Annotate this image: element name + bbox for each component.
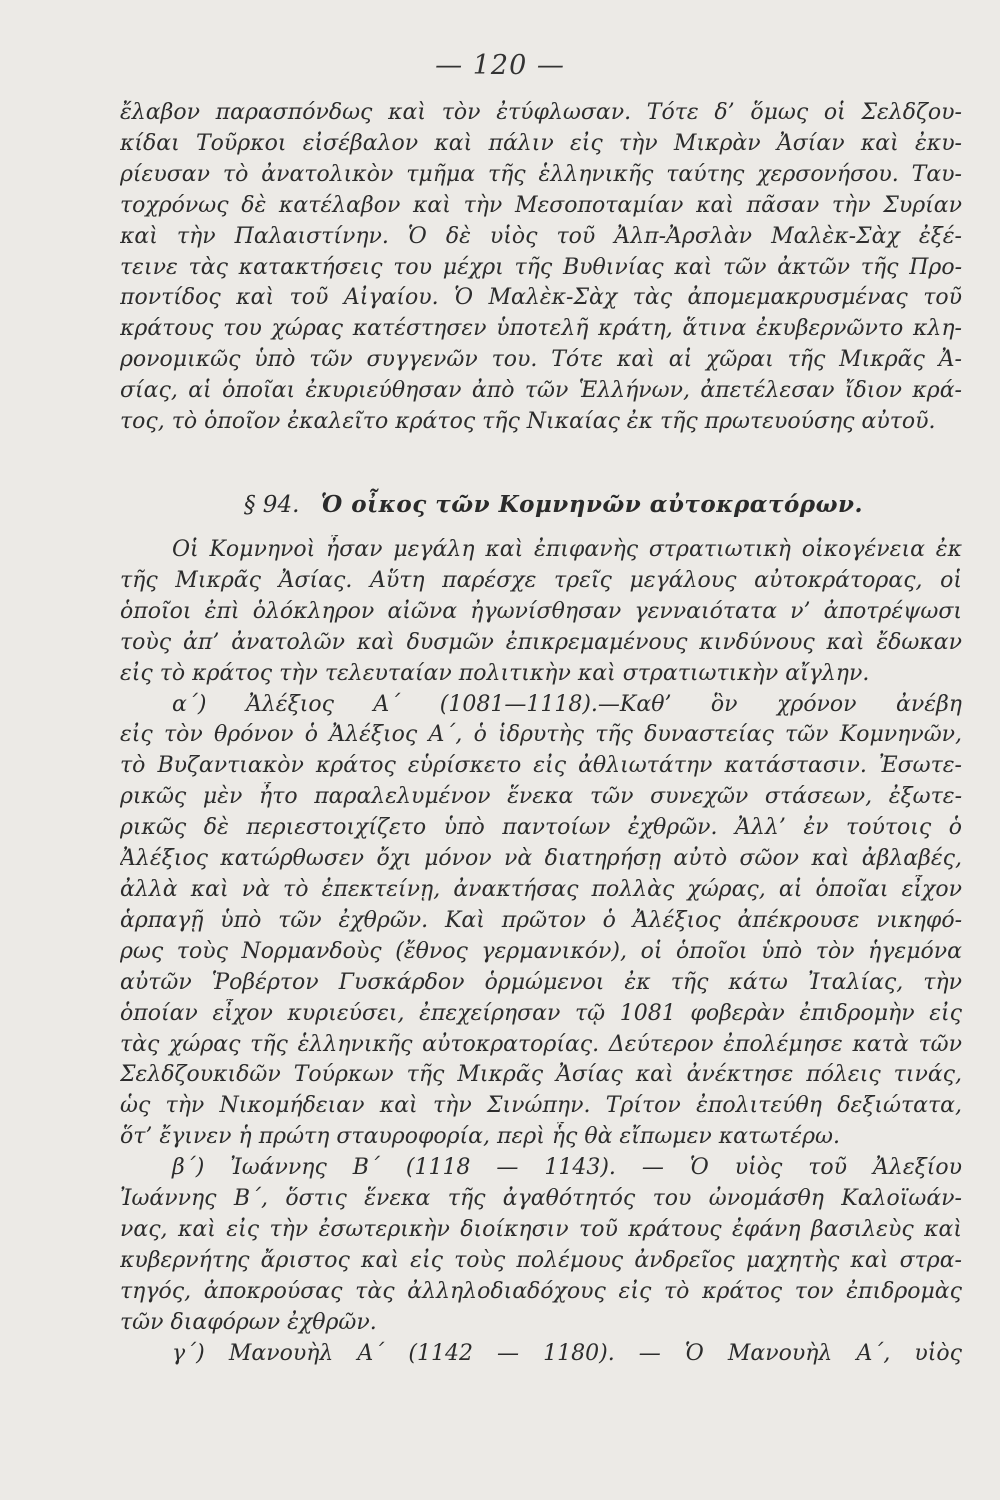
text-line: τῶν διαφόρων ἐχθρῶν. [120, 1309, 377, 1335]
text-line: Σελδζουκιδῶν Τούρκων τῆς Μικρᾶς Ἀσίας καὶ ἀνέκτησε πόλεις τινάς, [120, 1062, 962, 1088]
text-line: κράτους του χώρας κατέστησεν ὑποτελῆ κράτη, ἅτινα ἐκυβερνῶντο κλη- [120, 316, 962, 342]
text-line: τηγός, ἀποκρούσας τὰς ἀλληλοδιαδόχους εἰς τὸ κράτος τον ἐπιδρομὰς [120, 1278, 962, 1304]
text-line: ἀλλὰ καὶ νὰ τὸ ἐπεκτείνῃ, ἀνακτήσας πολλὰς χώρας, αἱ ὁποῖαι εἶχον [120, 876, 962, 902]
text-line: ρικῶς μὲν ἦτο παραλελυμένον ἕνεκα τῶν συνεχῶν στάσεων, ἐξωτε- [120, 784, 962, 810]
text-line: καὶ τὴν Παλαιστίνην. Ὁ δὲ υἱὸς τοῦ Ἀλπ-Ἀρσλὰν Μαλὲκ-Σὰχ ἐξέ- [120, 223, 962, 249]
section-number: § 94. [244, 492, 300, 518]
text-line: ἁρπαγῇ ὑπὸ τῶν ἐχθρῶν. Καὶ πρῶτον ὁ Ἀλέξιος ἀπέκρουσε νικηφό- [120, 907, 962, 933]
text-line: εἰς τὸν θρόνον ὁ Ἀλέξιος Α΄, ὁ ἱδρυτὴς τῆς δυναστείας τῶν Κομνηνῶν, [120, 722, 962, 748]
text-line: σίας, αἱ ὁποῖαι ἐκυριεύθησαν ἀπὸ τῶν Ἑλλήνων, ἀπετέλεσαν ἴδιον κρά- [120, 378, 962, 404]
text-line: τοχρόνως δὲ κατέλαβον καὶ τὴν Μεσοποταμίαν καὶ πᾶσαν τὴν Συρίαν [120, 192, 962, 218]
text-line: τος, τὸ ὁποῖον ἐκαλεῖτο κράτος τῆς Νικαίας ἐκ τῆς πρωτευούσης αὐτοῦ. [120, 409, 936, 435]
subheading-ioannes: β΄) Ἰωάννης Β΄ (1118 — 1143). — Ὁ υἱὸς τοῦ Ἀλεξίου [172, 1155, 962, 1181]
text-line: τὰς χώρας τῆς ἑλληνικῆς αὐτοκρατορίας. Δεύτερον ἐπολέμησε κατὰ τῶν [120, 1031, 962, 1057]
text-line: κυβερνήτης ἄριστος καὶ εἰς τοὺς πολέμους ἀνδρεῖος μαχητὴς καὶ στρα- [120, 1247, 962, 1273]
text-line: τοὺς ἀπ’ ἀνατολῶν καὶ δυσμῶν ἐπικρεμαμένους κινδύνους καὶ ἔδωκαν [120, 629, 962, 655]
text-line: Ἰωάννης Β΄, ὅστις ἕνεκα τῆς ἀγαθότητός του ὠνομάσθη Καλοϊωάν- [120, 1186, 962, 1212]
paragraph-seljuk-conquests [120, 98, 962, 438]
section-heading [244, 491, 944, 518]
text-line: ὁποῖοι ἐπὶ ὁλόκληρον αἰῶνα ἠγωνίσθησαν γενναιότατα ν’ ἀποτρέψωσι [120, 598, 962, 624]
subheading-manouel: γ΄) Μανουὴλ Α΄ (1142 — 1180). — Ὁ Μανουὴλ Α΄, υἱὸς [172, 1340, 962, 1366]
text-line: ρως τοὺς Νορμανδοὺς (ἔθνος γερμανικόν), οἱ ὁποῖοι ὑπὸ τὸν ἡγεμόνα [120, 938, 962, 964]
text-line: τεινε τὰς κατακτήσεις του μέχρι τῆς Βυθινίας καὶ τῶν ἀκτῶν τῆς Προ- [120, 254, 962, 280]
text-line: ἔλαβον παρασπόνδως καὶ τὸν ἐτύφλωσαν. Τότε δ’ ὅμως οἱ Σελδζου- [120, 100, 962, 125]
text-line: ὡς τὴν Νικομήδειαν καὶ τὴν Σινώπην. Τρίτον ἐπολιτεύθη δεξιώτατα, [120, 1093, 962, 1119]
subheading-alexios: α΄) Ἀλέξιος Α΄ (1081—1118).—Καθ’ ὃν χρόνον ἀνέβη [172, 691, 962, 717]
section-title: Ὁ οἶκος τῶν Κομνηνῶν αὐτοκρατόρων. [320, 491, 863, 518]
text-line: ρίευσαν τὸ ἀνατολικὸν τμῆμα τῆς ἑλληνικῆς ταύτης χερσονήσου. Ταυ- [120, 161, 962, 187]
text-line: τῆς Μικρᾶς Ἀσίας. Αὕτη παρέσχε τρεῖς μεγάλους αὐτοκράτορας, οἱ [120, 567, 962, 593]
text-line: κίδαι Τοῦρκοι εἰσέβαλον καὶ πάλιν εἰς τὴν Μικρὰν Ἀσίαν καὶ ἐκυ- [120, 130, 962, 156]
paragraph-komnenos-dynasty [120, 535, 962, 1369]
text-line: ποντίδος καὶ τοῦ Αἰγαίου. Ὁ Μαλὲκ-Σὰχ τὰς ἀπομεμακρυσμένας τοῦ [120, 285, 962, 311]
text-line: Οἱ Κομνηνοὶ ἦσαν μεγάλη καὶ ἐπιφανὴς στρατιωτικὴ οἰκογένεια ἐκ [172, 537, 962, 562]
text-line: ὁποίαν εἶχον κυριεύσει, ἐπεχείρησαν τῷ 1081 φοβερὰν ἐπιδρομὴν εἰς [120, 1000, 962, 1026]
text-line: ρικῶς δὲ περιεστοιχίζετο ὑπὸ παντοίων ἐχθρῶν. Ἀλλ’ ἐν τούτοις ὁ [120, 815, 962, 841]
text-line: τὸ Βυζαντιακὸν κράτος εὑρίσκετο εἰς ἀθλιωτάτην κατάστασιν. Ἐσωτε- [120, 753, 962, 779]
text-line: αὐτῶν Ῥοβέρτον Γυσκάρδον ὁρμώμενοι ἐκ τῆς κάτω Ἰταλίας, τὴν [120, 969, 962, 995]
text-line: Ἀλέξιος κατώρθωσεν ὄχι μόνον νὰ διατηρήσῃ αὐτὸ σῶον καὶ ἀβλαβές, [120, 846, 962, 872]
text-line: ρονομικῶς ὑπὸ τῶν συγγενῶν του. Τότε καὶ αἱ χῶραι τῆς Μικρᾶς Ἀ- [120, 347, 962, 373]
text-line: εἰς τὸ κράτος τὴν τελευταίαν πολιτικὴν καὶ στρατιωτικὴν αἴγλην. [120, 660, 870, 686]
page-number: — 120 — [435, 50, 565, 81]
text-line: νας, καὶ εἰς τὴν ἐσωτερικὴν διοίκησιν τοῦ κράτους ἐφάνη βασιλεὺς καὶ [120, 1216, 962, 1242]
text-line: ὅτ’ ἔγινεν ἡ πρώτη σταυροφορία, περὶ ἧς θὰ εἴπωμεν κατωτέρω. [120, 1124, 840, 1150]
